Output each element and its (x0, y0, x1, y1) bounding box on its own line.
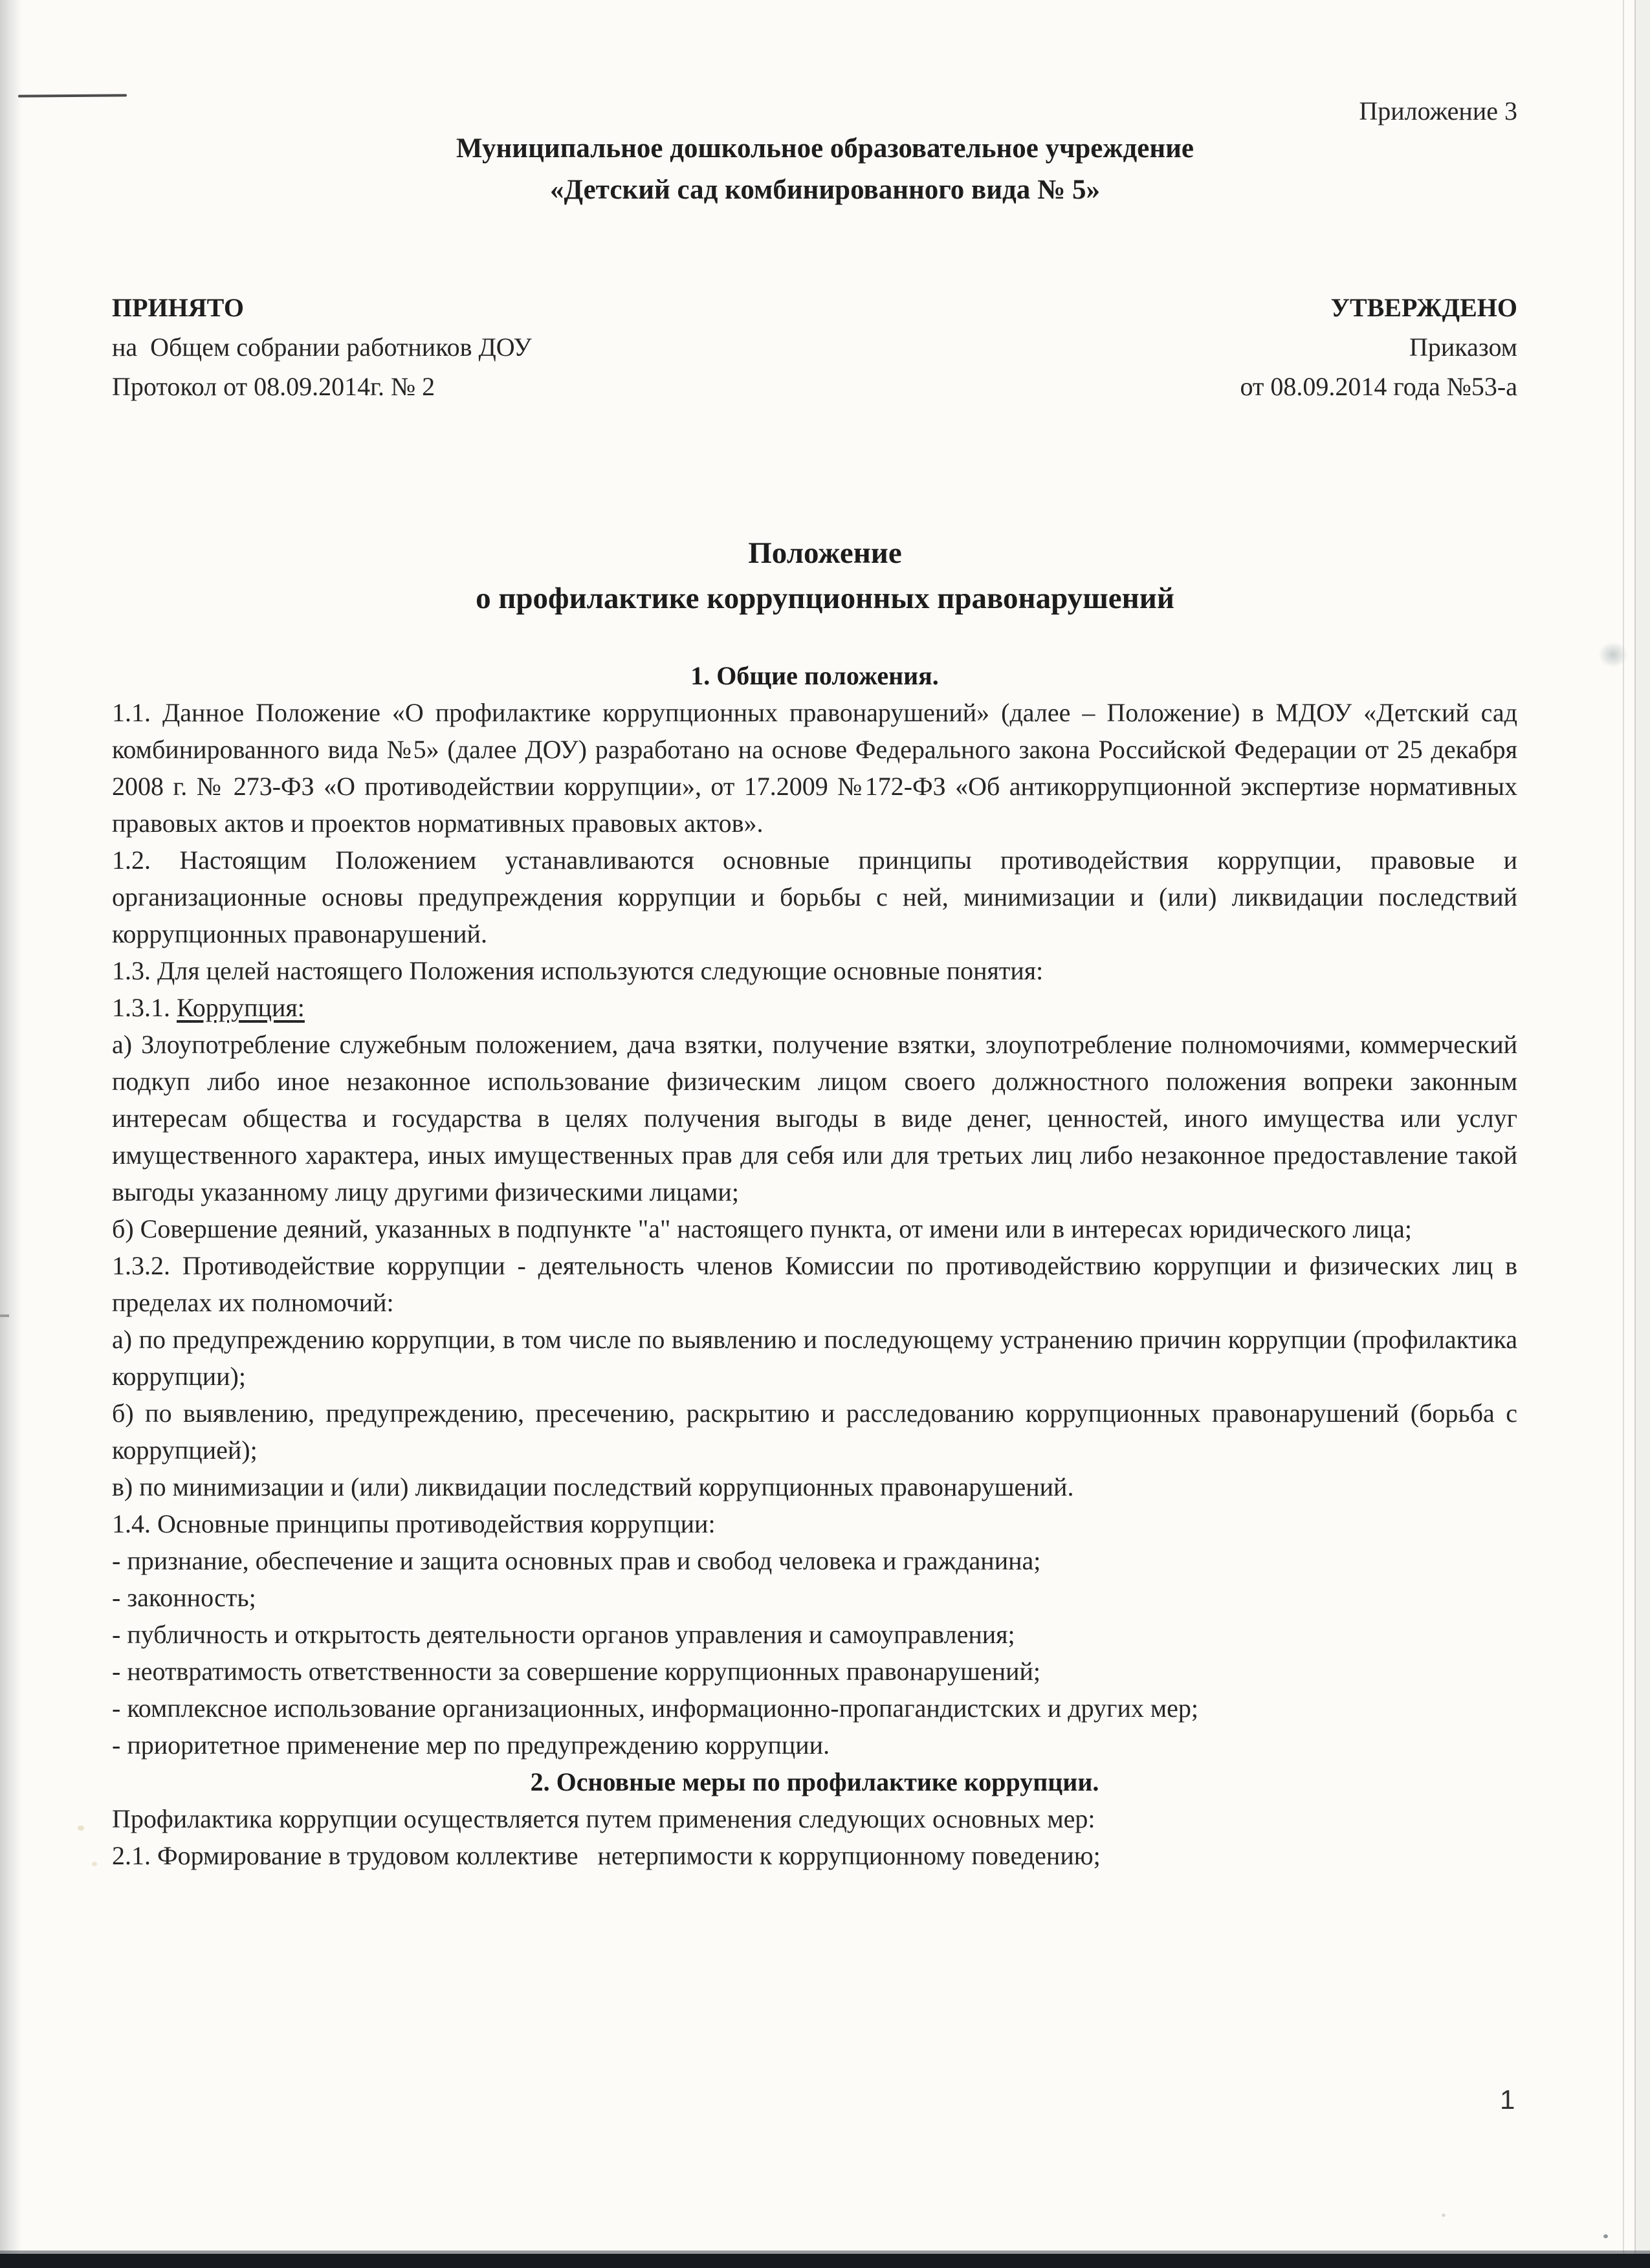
organization-name-line2: «Детский сад комбинированного вида № 5» (550, 175, 1100, 205)
scan-edge-mark (0, 1314, 9, 1317)
paragraph-1-1: 1.1. Данное Положение «О профилактике коррупционных правонарушений» (далее – Положение) в МДОУ «Детский сад комбинированного вида №5» (далее ДОУ) разработано на основе Федерального закона Российской Федерации от 25 декабря 2008 г. № 273-ФЗ «О противодействии коррупции», от 17.2009 №172-ФЗ «Об антикоррупционной экспертизе нормативных правовых актов и проектов нормативных правовых актов». (112, 698, 1524, 838)
paragraph-1-3-1-number: 1.3.1. (112, 993, 177, 1022)
scan-right-edge-tint (1636, 0, 1650, 2254)
scan-right-edge-line-2 (1634, 0, 1636, 2254)
principle-item-5: - комплексное использование организационных, информационно-пропагандистских и других мер; (112, 1694, 1199, 1723)
principle-item-4: - неотвратимость ответственности за совершение коррупционных правонарушений; (112, 1657, 1041, 1686)
scan-bottom-edge (0, 2254, 1650, 2268)
paragraph-1-3-1-term: Коррупция: (177, 993, 305, 1022)
accepted-block (112, 288, 532, 406)
section-1-heading: 1. Общие положения. (690, 661, 939, 690)
approved-line1: Приказом (1409, 333, 1517, 362)
paragraph-2-intro: Профилактика коррупции осуществляется путем применения следующих основных мер: (112, 1804, 1095, 1833)
principle-item-1: - признание, обеспечение и защита основных прав и свобод человека и гражданина; (112, 1546, 1041, 1575)
page-title-line2: о профилактике коррупционных правонарушений (476, 582, 1174, 615)
paragraph-1-3: 1.3. Для целей настоящего Положения используются следующие основные понятия: (112, 956, 1044, 985)
principle-item-6: - приоритетное применение мер по предупреждению коррупции. (112, 1730, 830, 1760)
page-title-line1: Положение (748, 536, 902, 570)
appendix-label: Приложение 3 (1359, 96, 1517, 125)
paragraph-1-2: 1.2. Настоящим Положением устанавливаются основные принципы противодействия коррупции, правовые и организационные основы предупреждения коррупции и борьбы с ней, минимизации и (или) ликвидации последствий коррупционных правонарушений. (112, 845, 1524, 948)
section-2-heading: 2. Основные меры по профилактике коррупции. (530, 1767, 1099, 1796)
organization-name (0, 128, 1650, 211)
paragraph-1-3-2-a: а) по предупреждению коррупции, в том числе по выявлению и последующему устранению причин коррупции (профилактика коррупции); (112, 1325, 1524, 1391)
scan-smudge (1598, 642, 1628, 668)
paragraph-1-3-2: 1.3.2. Противодействие коррупции - деятельность членов Комиссии по противодействию коррупции и физических лиц в пределах их полномочий: (112, 1251, 1524, 1317)
scan-speck (1442, 2214, 1446, 2217)
scan-left-edge-shadow (0, 0, 22, 2268)
paragraph-2-1: 2.1. Формирование в трудовом коллективе нетерпимости к коррупционному поведению; (112, 1841, 1101, 1870)
paragraph-1-3-1-b: б) Совершение деяний, указанных в подпункте "а" настоящего пункта, от имени или в интересах юридического лица; (112, 1214, 1413, 1243)
accepted-title: ПРИНЯТО (112, 293, 244, 322)
accepted-line2: Протокол от 08.09.2014г. № 2 (112, 372, 435, 401)
scan-speck (78, 1826, 84, 1831)
scan-right-edge-line (1623, 0, 1624, 2254)
paragraph-1-3-1-a: а) Злоупотребление служебным положением, дача взятки, получение взятки, злоупотребление полномочиями, коммерческий подкуп либо иное незаконное использование физическим лицом своего должностного положения вопреки законным интересам общества и государства в целях получения выгоды в виде денег, ценностей, иного имущества или услуг имущественного характера, иных имущественных прав для себя или для третьих лиц либо незаконное предоставление такой выгоды указанному лицу другими физическими лицами; (112, 1030, 1524, 1206)
paragraph-1-3-2-v: в) по минимизации и (или) ликвидации последствий коррупционных правонарушений. (112, 1472, 1074, 1501)
approved-title: УТВЕРЖДЕНО (1330, 293, 1517, 322)
paragraph-1-3-1 (112, 989, 1517, 1026)
principle-item-2: - законность; (112, 1583, 256, 1612)
scan-speck (1603, 2234, 1608, 2238)
approved-block (1240, 288, 1517, 406)
pen-mark (18, 94, 127, 97)
principle-item-3: - публичность и открытость деятельности органов управления и самоуправления; (112, 1620, 1015, 1649)
approved-line2: от 08.09.2014 года №53-а (1240, 372, 1517, 401)
page-number: 1 (1500, 2084, 1515, 2115)
paragraph-1-3-2-b: б) по выявлению, предупреждению, пресечению, раскрытию и расследованию коррупционных правонарушений (борьба с коррупцией); (112, 1399, 1524, 1465)
document-body (112, 657, 1524, 1874)
accepted-line1: на Общем собрании работников ДОУ (112, 333, 532, 362)
organization-name-line1: Муниципальное дошкольное образовательное учреждение (456, 133, 1194, 164)
page-title (0, 530, 1650, 621)
paragraph-1-4: 1.4. Основные принципы противодействия коррупции: (112, 1509, 716, 1538)
scan-speck (92, 1862, 97, 1866)
